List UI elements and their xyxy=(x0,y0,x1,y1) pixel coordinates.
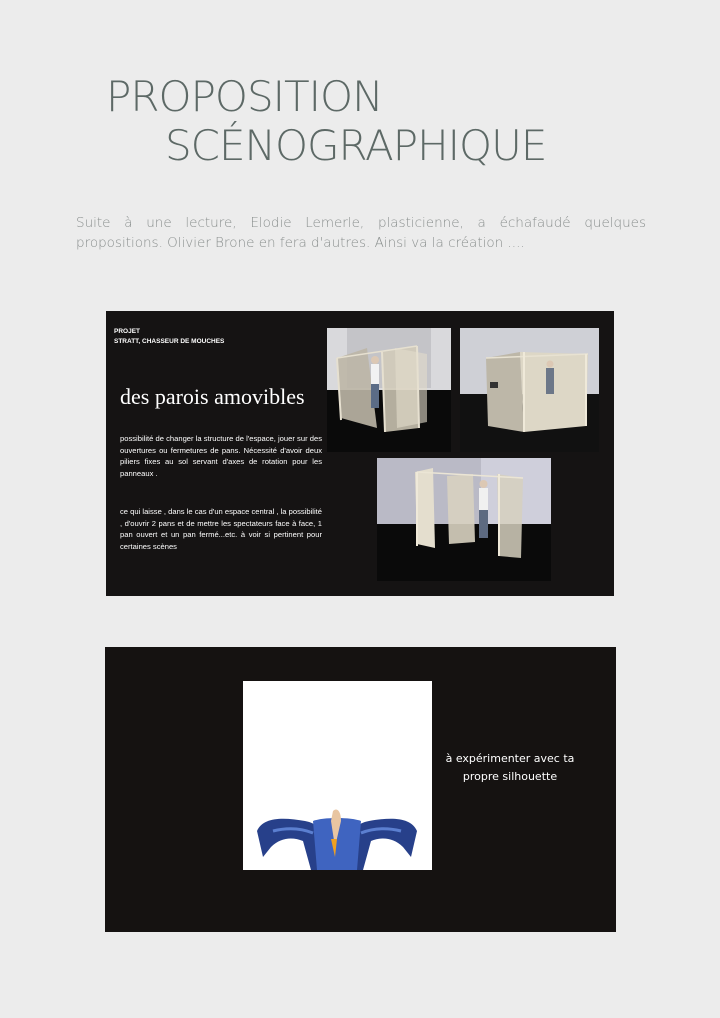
silhouette-caption: à expérimenter avec ta propre silhouette xyxy=(445,752,575,783)
model-photo-2 xyxy=(460,328,599,452)
page-title-line-2: SCÉNOGRAPHIQUE xyxy=(165,121,547,170)
silhouette-image xyxy=(243,681,432,870)
intro-paragraph: Suite à une lecture, Elodie Lemerle, plasticienne, a échafaudé quelques propositions. Olivier Brone en fera d'autres. Ainsi va la création .... xyxy=(76,215,646,251)
slide-paragraph-2: ce qui laisse , dans le cas d'un espace central , la possibilité , d'ouvrir 2 pans et de mettre les spectateurs face à face, 1 pan ouvert et un pan fermé...etc. à voir si pertinent pour certaines scènes xyxy=(120,507,322,551)
project-label-line-2: STRATT, CHASSEUR DE MOUCHES xyxy=(114,338,225,345)
project-label xyxy=(114,327,224,347)
model-photo-3 xyxy=(377,458,551,581)
project-label-line-1: PROJET xyxy=(114,328,141,335)
model-photo-1 xyxy=(327,328,451,452)
slide-movable-walls xyxy=(106,311,614,596)
page-title-line-1: PROPOSITION xyxy=(106,72,383,121)
slide-silhouette xyxy=(105,647,616,932)
slide-paragraph-1: possibilité de changer la structure de l'espace, jouer sur des ouvertures ou fermetures de pans. Nécessité d'avoir deux piliers fixes au sol servant d'axes de rotation pour les panneaux . xyxy=(120,434,322,478)
slide-heading: des parois amovibles xyxy=(120,384,305,409)
